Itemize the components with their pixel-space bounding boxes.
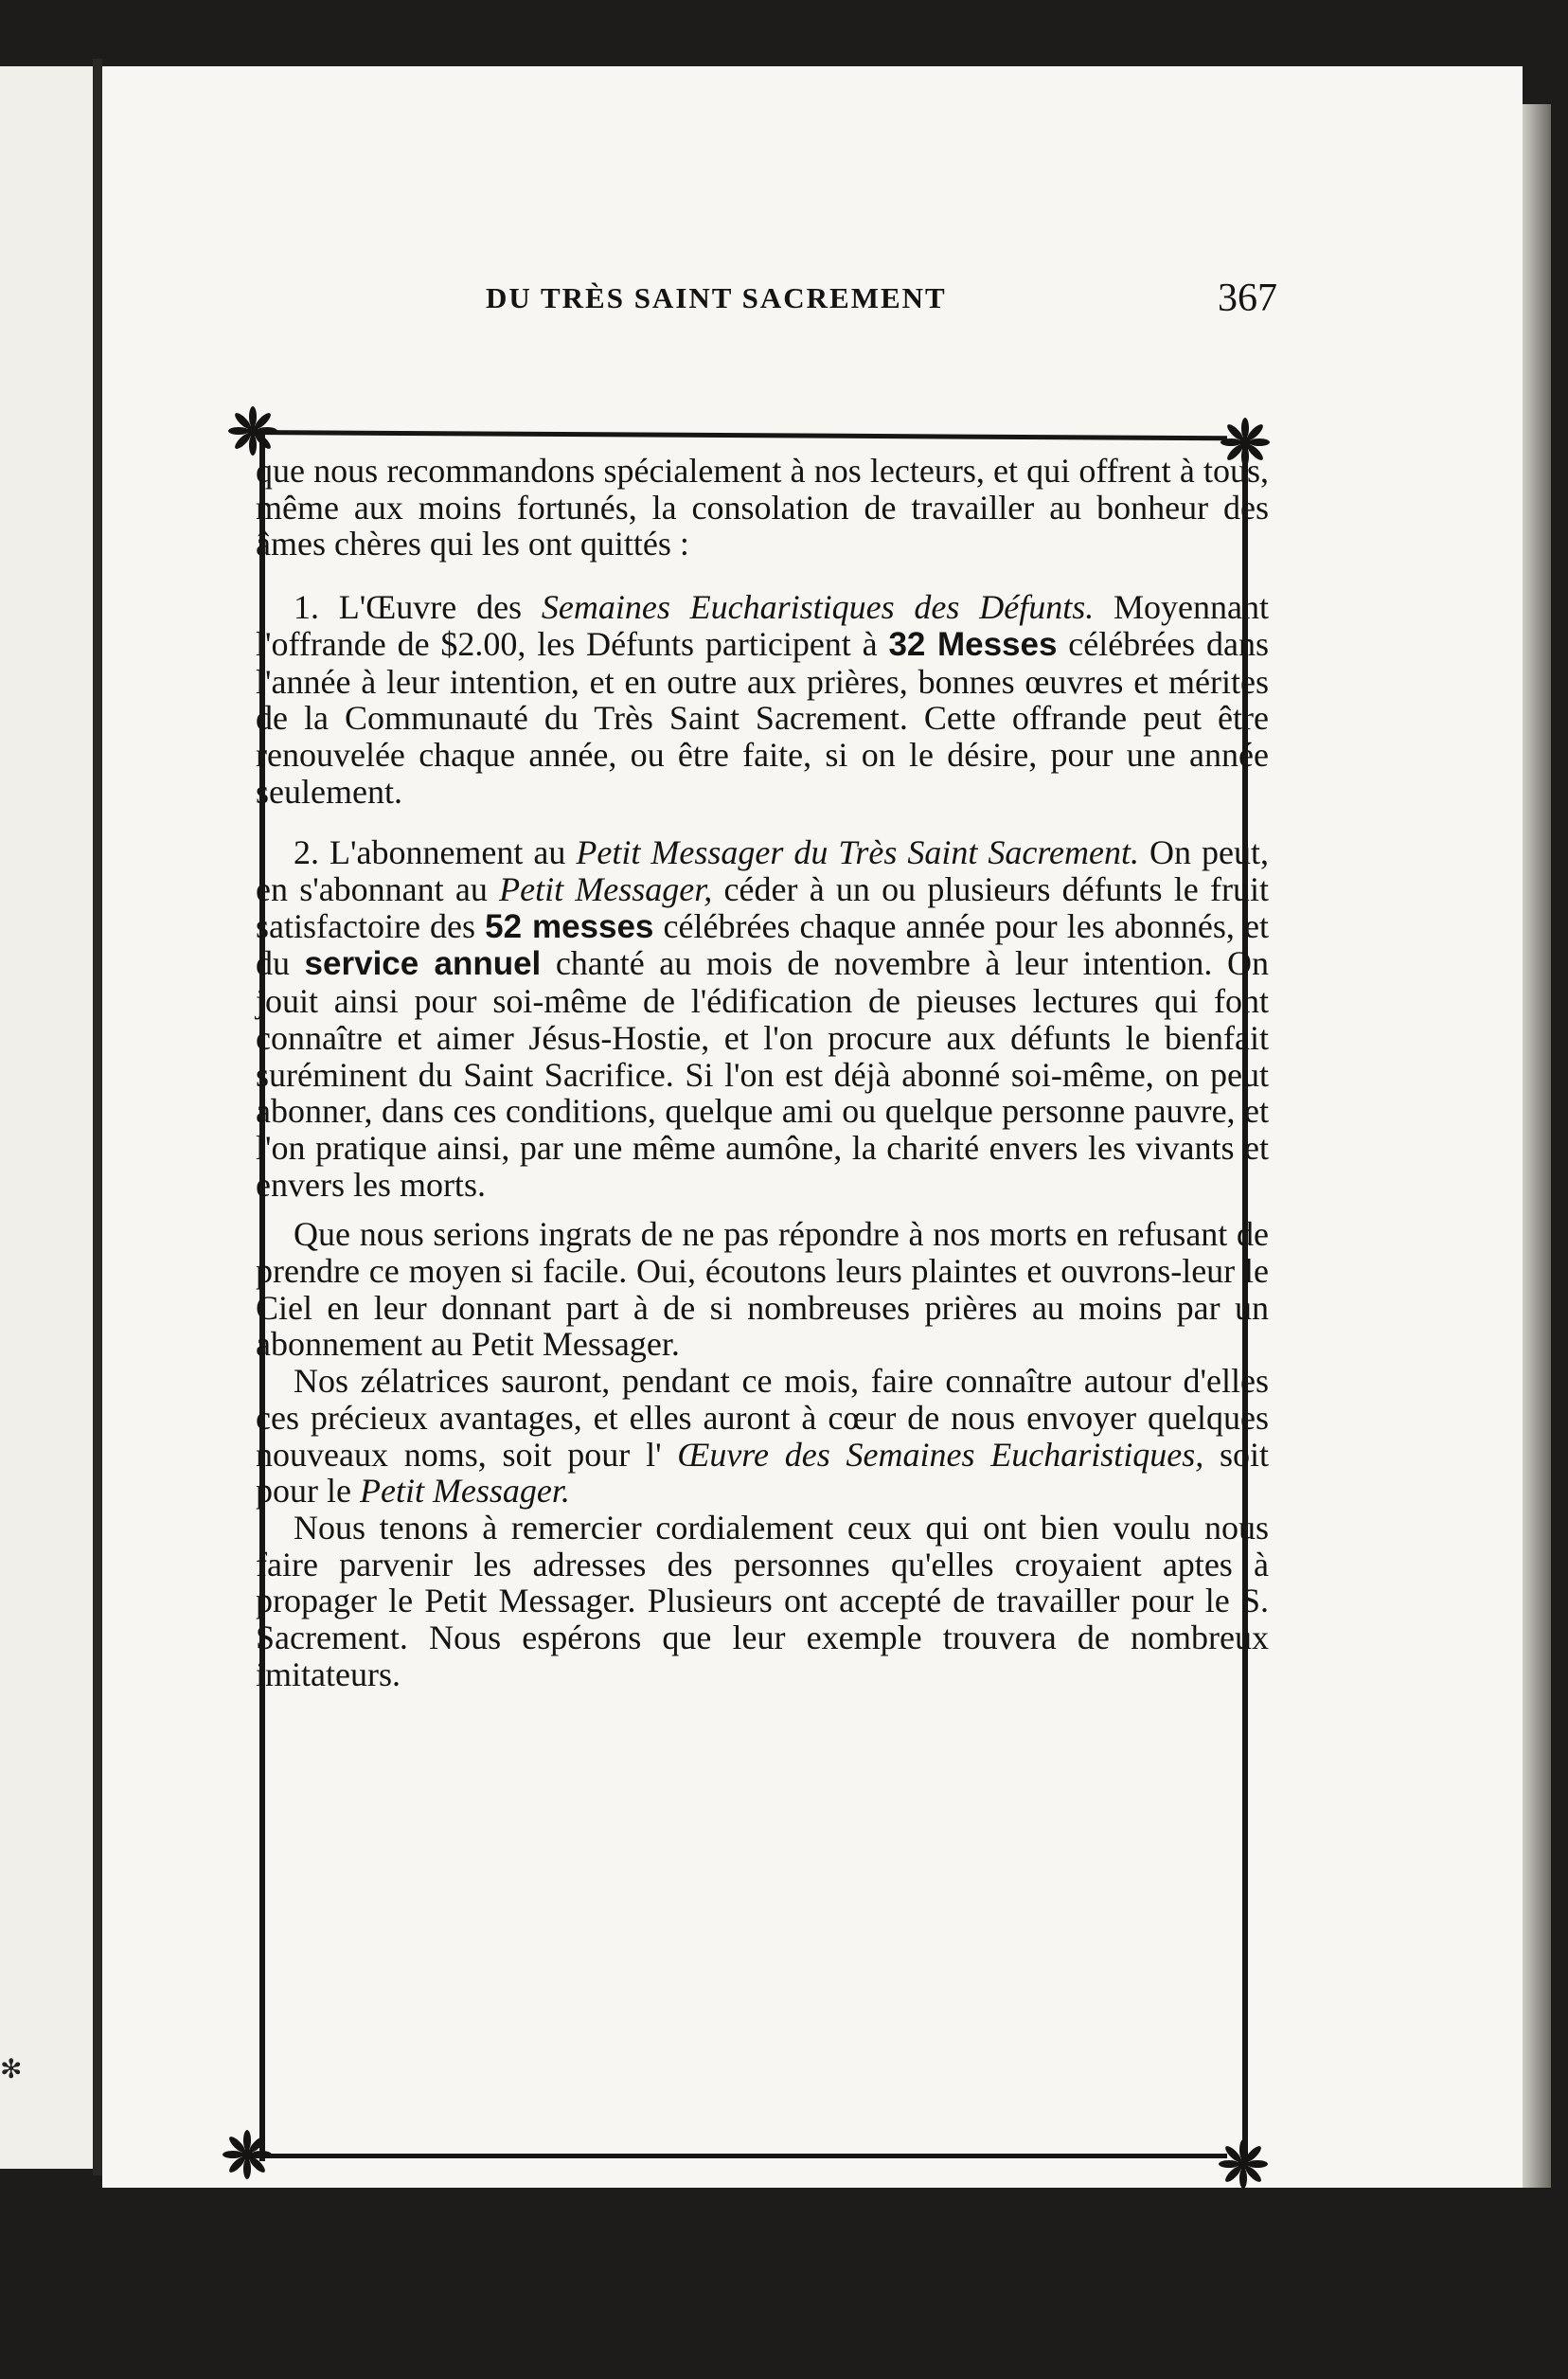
book-page bbox=[102, 66, 1523, 2188]
item-number: 2. bbox=[294, 833, 319, 872]
flower-ornament-icon bbox=[1218, 2138, 1269, 2190]
italic-title: Petit Messager du Très Saint Sacrement. bbox=[576, 833, 1140, 872]
text-run: Nos zélatrices sauront, pendant ce mois, faire connaître autour d'elles ces précieux avantages, et elles auront à cœur de nous envoyer quelques nouveaux noms, soit pour l' bbox=[256, 1362, 1269, 1474]
text-run: L'abonnement au bbox=[319, 833, 577, 872]
paragraph-item-1 bbox=[256, 589, 1269, 810]
text-run: L'Œuvre des bbox=[319, 588, 542, 627]
bold-emphasis: service annuel bbox=[304, 945, 542, 983]
body-text bbox=[256, 453, 1269, 1693]
frame-rule-bottom bbox=[252, 2154, 1227, 2158]
running-title: DU TRÈS SAINT SACREMENT bbox=[486, 281, 947, 314]
bold-emphasis: 52 messes bbox=[485, 907, 654, 945]
gutter-shadow bbox=[93, 59, 102, 2175]
paragraph-intro: que nous recommandons spécialement à nos lecteurs, et qui offrent à tous, même aux moins fortunés, la consolation de travailler au bonheur des âmes chères qui les ont quittés : bbox=[256, 452, 1269, 563]
left-page-edge bbox=[0, 66, 93, 2169]
italic-title: Petit Messager. bbox=[359, 1472, 570, 1511]
paragraph-thanks: Nous tenons à remercier cordialement ceux qui ont bien voulu nous faire parvenir les adresses des personnes qu'elles croyaient aptes à propager le Petit Messager. Plusieurs ont accepté de travailler pour le S. Sacrement. Nous espérons que leur exemple trouvera de nombreux imitateurs. bbox=[256, 1508, 1269, 1693]
paragraph-appeal: Que nous serions ingrats de ne pas répondre à nos morts en refusant de prendre ce moyen si facile. Oui, écoutons leurs plaintes et ouvrons-leur le Ciel en leur donnant part à de si nombreuses prières au moins par un abonnement au Petit Messager. bbox=[256, 1215, 1269, 1364]
italic-title: Semaines Eucharistiques des Défunts. bbox=[541, 588, 1095, 627]
page-header bbox=[102, 270, 1523, 327]
text-run: céder à un ou plusieurs défunts le fruit satisfactoire des bbox=[256, 870, 1269, 945]
paragraph-item-2 bbox=[256, 834, 1269, 1203]
bold-emphasis: 32 Messes bbox=[888, 625, 1058, 663]
page-edge-shadow bbox=[1523, 104, 1551, 2188]
italic-title: Œuvre des Semaines Eucharistiques, bbox=[677, 1435, 1204, 1474]
left-page-ornament-fragment: ✻ bbox=[0, 2055, 23, 2084]
paragraph-zelatrices bbox=[256, 1363, 1269, 1510]
text-run: soit pour le bbox=[256, 1435, 1270, 1511]
text-run: On peut, en s'abonnant au bbox=[256, 833, 1269, 909]
flower-ornament-icon bbox=[222, 2129, 273, 2180]
text-run: célébrées dans l'année à leur intention, et en outre aux prières, bonnes œuvres et mérites de la Communauté du Très Saint Sacrement. Cette offrande peut être renouvelée chaque année, ou être faite, si on le désire, pour une année seulement. bbox=[256, 624, 1270, 811]
item-number: 1. bbox=[294, 588, 319, 627]
text-run: célébrées chaque année pour les abonnés, et du bbox=[256, 906, 1269, 983]
frame-rule-top bbox=[252, 430, 1227, 440]
text-run: chanté au mois de novembre à leur intention. On jouit ainsi pour soi-même de l'édification de pieuses lectures qui font connaître et aimer Jésus-Hostie, et l'on procure aux défunts le bienfait suréminent du Saint Sacrifice. Si l'on est déjà abonné soi-même, on peut abonner, dans ces conditions, quelque ami ou quelque personne pauvre, et l'on pratique ainsi, par une même aumône, la charité envers les vivants et envers les morts. bbox=[256, 944, 1269, 1204]
text-run: Moyennant l'offrande de $2.00, les Défunts participent à bbox=[256, 588, 1269, 663]
flower-ornament-icon bbox=[227, 405, 278, 456]
italic-title: Petit Messager, bbox=[499, 870, 713, 909]
page-number: 367 bbox=[1218, 277, 1277, 320]
